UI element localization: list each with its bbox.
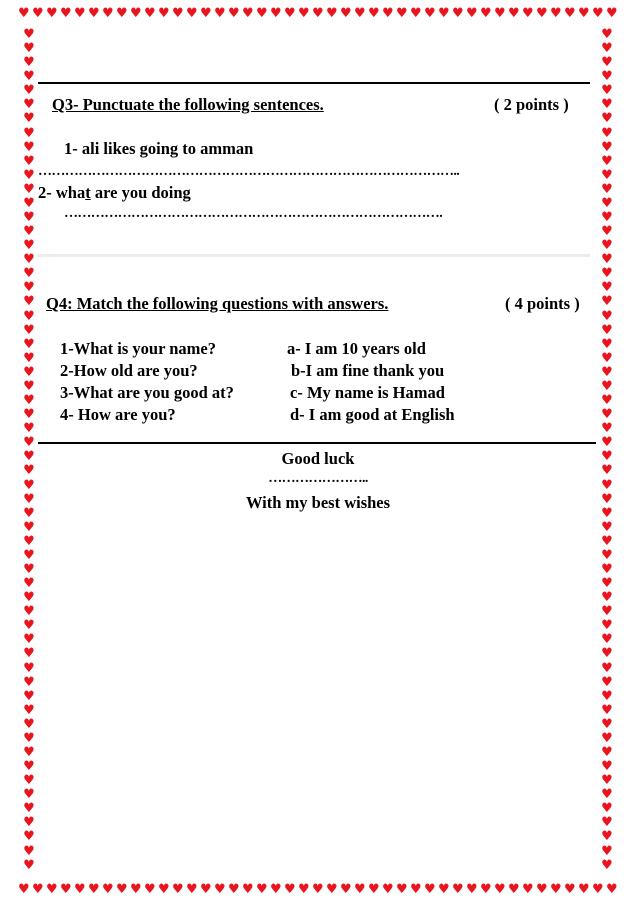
heart-icon: ♥ [23, 519, 35, 535]
heart-icon: ♥ [23, 111, 35, 127]
closing-dots: ………………….. [268, 471, 368, 486]
heart-icon: ♥ [298, 881, 310, 897]
heart-icon: ♥ [601, 491, 613, 507]
heart-icon: ♥ [102, 5, 114, 21]
heart-icon: ♥ [23, 590, 35, 606]
heart-icon: ♥ [23, 857, 35, 873]
heart-icon: ♥ [23, 618, 35, 634]
heart-icon: ♥ [23, 576, 35, 592]
heart-icon: ♥ [32, 5, 44, 21]
heart-icon: ♥ [550, 5, 562, 21]
heart-icon: ♥ [23, 702, 35, 718]
heart-icon: ♥ [23, 604, 35, 620]
heart-icon: ♥ [23, 41, 35, 57]
heart-icon: ♥ [508, 5, 520, 21]
heart-icon: ♥ [326, 881, 338, 897]
heart-icon: ♥ [23, 97, 35, 113]
heart-icon: ♥ [23, 195, 35, 211]
q3-answer-line-1: ………………………………………………………………………………….. [38, 164, 460, 179]
heart-icon: ♥ [601, 576, 613, 592]
q4-points: ( 4 points ) [505, 294, 580, 313]
q4-answer-c: c- My name is Hamad [290, 383, 445, 402]
heart-icon: ♥ [601, 139, 613, 155]
heart-icon: ♥ [23, 378, 35, 394]
heart-icon: ♥ [601, 97, 613, 113]
top-divider [38, 82, 590, 84]
heart-icon: ♥ [23, 69, 35, 85]
heart-icon: ♥ [340, 5, 352, 21]
heart-icon: ♥ [601, 252, 613, 268]
heart-icon: ♥ [23, 829, 35, 845]
heart-icon: ♥ [601, 181, 613, 197]
heart-icon: ♥ [23, 393, 35, 409]
q3-item-2-end: are you doing [90, 183, 191, 202]
heart-icon: ♥ [601, 69, 613, 85]
heart-icon: ♥ [452, 5, 464, 21]
heart-icon: ♥ [601, 618, 613, 634]
heart-icon: ♥ [186, 5, 198, 21]
heart-border-bottom [0, 878, 636, 900]
heart-icon: ♥ [601, 224, 613, 240]
heart-icon: ♥ [592, 5, 604, 21]
heart-icon: ♥ [601, 688, 613, 704]
heart-icon: ♥ [601, 604, 613, 620]
heart-icon: ♥ [601, 407, 613, 423]
heart-icon: ♥ [578, 5, 590, 21]
heart-icon: ♥ [23, 744, 35, 760]
heart-icon: ♥ [601, 421, 613, 437]
heart-icon: ♥ [601, 744, 613, 760]
heart-icon: ♥ [564, 5, 576, 21]
heart-icon: ♥ [60, 5, 72, 21]
heart-icon: ♥ [606, 5, 618, 21]
heart-icon: ♥ [536, 881, 548, 897]
heart-icon: ♥ [74, 881, 86, 897]
heart-icon: ♥ [410, 881, 422, 897]
heart-icon: ♥ [23, 815, 35, 831]
heart-icon: ♥ [172, 5, 184, 21]
heart-icon: ♥ [382, 881, 394, 897]
heart-icon: ♥ [172, 881, 184, 897]
heart-icon: ♥ [601, 238, 613, 254]
section-separator [38, 254, 590, 257]
heart-icon: ♥ [23, 238, 35, 254]
heart-icon: ♥ [326, 5, 338, 21]
heart-icon: ♥ [18, 5, 30, 21]
heart-icon: ♥ [601, 195, 613, 211]
heart-icon: ♥ [158, 5, 170, 21]
heart-icon: ♥ [601, 435, 613, 451]
heart-icon: ♥ [242, 5, 254, 21]
heart-icon: ♥ [601, 857, 613, 873]
heart-icon: ♥ [23, 730, 35, 746]
heart-icon: ♥ [601, 730, 613, 746]
heart-icon: ♥ [601, 153, 613, 169]
heart-icon: ♥ [494, 5, 506, 21]
q4-title: Q4: Match the following questions with answers. [46, 294, 389, 313]
heart-icon: ♥ [23, 660, 35, 676]
bottom-divider [38, 442, 596, 444]
heart-icon: ♥ [298, 5, 310, 21]
heart-icon: ♥ [424, 5, 436, 21]
heart-icon: ♥ [601, 167, 613, 183]
heart-icon: ♥ [88, 5, 100, 21]
heart-icon: ♥ [23, 716, 35, 732]
heart-icon: ♥ [23, 843, 35, 859]
heart-icon: ♥ [601, 787, 613, 803]
heart-icon: ♥ [214, 5, 226, 21]
heart-icon: ♥ [536, 5, 548, 21]
heart-icon: ♥ [23, 224, 35, 240]
heart-icon: ♥ [601, 561, 613, 577]
heart-icon: ♥ [23, 463, 35, 479]
heart-icon: ♥ [601, 773, 613, 789]
heart-icon: ♥ [508, 881, 520, 897]
heart-icon: ♥ [23, 266, 35, 282]
heart-icon: ♥ [23, 83, 35, 99]
q3-item-2-start: 2- wha [38, 183, 86, 202]
heart-icon: ♥ [116, 5, 128, 21]
heart-icon: ♥ [601, 801, 613, 817]
heart-icon: ♥ [312, 5, 324, 21]
heart-icon: ♥ [23, 407, 35, 423]
heart-icon: ♥ [601, 519, 613, 535]
heart-icon: ♥ [23, 294, 35, 310]
heart-icon: ♥ [270, 881, 282, 897]
heart-icon: ♥ [23, 153, 35, 169]
heart-icon: ♥ [102, 881, 114, 897]
heart-icon: ♥ [74, 5, 86, 21]
heart-icon: ♥ [200, 881, 212, 897]
heart-icon: ♥ [592, 881, 604, 897]
q3-item-2 [38, 183, 191, 203]
heart-icon: ♥ [23, 759, 35, 775]
heart-icon: ♥ [23, 350, 35, 366]
heart-icon: ♥ [23, 632, 35, 648]
heart-icon: ♥ [46, 881, 58, 897]
heart-icon: ♥ [23, 181, 35, 197]
heart-icon: ♥ [601, 364, 613, 380]
q4-question-2: 2-How old are you? [60, 361, 198, 380]
heart-icon: ♥ [601, 111, 613, 127]
heart-icon: ♥ [23, 421, 35, 437]
heart-icon: ♥ [256, 881, 268, 897]
q3-item-2-underlined: t [85, 183, 91, 202]
heart-icon: ♥ [368, 5, 380, 21]
heart-icon: ♥ [354, 5, 366, 21]
heart-icon: ♥ [23, 280, 35, 296]
heart-icon: ♥ [23, 505, 35, 521]
heart-icon: ♥ [601, 702, 613, 718]
heart-icon: ♥ [601, 41, 613, 57]
heart-icon: ♥ [23, 533, 35, 549]
good-luck-text: Good luck [281, 449, 355, 468]
q3-title: Q3- Punctuate the following sentences. [52, 95, 324, 114]
heart-icon: ♥ [23, 449, 35, 465]
heart-icon: ♥ [396, 881, 408, 897]
heart-icon: ♥ [23, 801, 35, 817]
heart-icon: ♥ [601, 210, 613, 226]
q4-answer-d: d- I am good at English [290, 405, 455, 424]
heart-icon: ♥ [438, 881, 450, 897]
q3-answer-line-2: …………………………………………………………………………. [64, 206, 443, 221]
heart-icon: ♥ [256, 5, 268, 21]
heart-icon: ♥ [601, 280, 613, 296]
heart-icon: ♥ [23, 322, 35, 338]
heart-icon: ♥ [601, 463, 613, 479]
heart-icon: ♥ [601, 533, 613, 549]
heart-icon: ♥ [564, 881, 576, 897]
heart-icon: ♥ [601, 829, 613, 845]
heart-icon: ♥ [214, 881, 226, 897]
heart-icon: ♥ [601, 505, 613, 521]
q4-question-4: 4- How are you? [60, 405, 176, 424]
heart-icon: ♥ [32, 881, 44, 897]
heart-icon: ♥ [424, 881, 436, 897]
heart-icon: ♥ [23, 125, 35, 141]
heart-icon: ♥ [522, 5, 534, 21]
heart-icon: ♥ [578, 881, 590, 897]
heart-icon: ♥ [601, 759, 613, 775]
heart-icon: ♥ [601, 660, 613, 676]
heart-icon: ♥ [23, 491, 35, 507]
q3-points: ( 2 points ) [494, 95, 569, 114]
heart-icon: ♥ [382, 5, 394, 21]
heart-icon: ♥ [116, 881, 128, 897]
heart-icon: ♥ [23, 252, 35, 268]
q4-answer-a: a- I am 10 years old [287, 339, 426, 358]
heart-icon: ♥ [23, 773, 35, 789]
heart-icon: ♥ [284, 881, 296, 897]
heart-icon: ♥ [601, 716, 613, 732]
q3-item-1: 1- ali likes going to amman [64, 139, 254, 158]
heart-icon: ♥ [396, 5, 408, 21]
heart-icon: ♥ [438, 5, 450, 21]
heart-icon: ♥ [46, 5, 58, 21]
heart-icon: ♥ [452, 881, 464, 897]
heart-icon: ♥ [601, 308, 613, 324]
heart-icon: ♥ [550, 881, 562, 897]
heart-icon: ♥ [186, 881, 198, 897]
heart-icon: ♥ [606, 881, 618, 897]
heart-icon: ♥ [601, 590, 613, 606]
heart-border-top [0, 2, 636, 24]
heart-icon: ♥ [23, 27, 35, 42]
heart-icon: ♥ [601, 322, 613, 338]
heart-icon: ♥ [23, 646, 35, 662]
heart-icon: ♥ [200, 5, 212, 21]
heart-icon: ♥ [23, 674, 35, 690]
heart-icon: ♥ [60, 881, 72, 897]
heart-icon: ♥ [23, 561, 35, 577]
heart-icon: ♥ [522, 881, 534, 897]
heart-icon: ♥ [23, 55, 35, 71]
heart-icon: ♥ [601, 336, 613, 352]
heart-icon: ♥ [23, 210, 35, 226]
q4-question-3: 3-What are you good at? [60, 383, 234, 402]
heart-icon: ♥ [228, 5, 240, 21]
heart-icon: ♥ [601, 27, 613, 42]
heart-icon: ♥ [23, 364, 35, 380]
heart-icon: ♥ [601, 393, 613, 409]
heart-icon: ♥ [480, 881, 492, 897]
heart-icon: ♥ [601, 83, 613, 99]
heart-icon: ♥ [23, 688, 35, 704]
heart-icon: ♥ [158, 881, 170, 897]
heart-icon: ♥ [601, 125, 613, 141]
heart-icon: ♥ [601, 646, 613, 662]
heart-icon: ♥ [601, 674, 613, 690]
heart-icon: ♥ [601, 815, 613, 831]
heart-icon: ♥ [23, 167, 35, 183]
heart-icon: ♥ [601, 449, 613, 465]
heart-icon: ♥ [601, 477, 613, 493]
heart-icon: ♥ [410, 5, 422, 21]
heart-icon: ♥ [88, 881, 100, 897]
heart-icon: ♥ [130, 5, 142, 21]
heart-icon: ♥ [601, 294, 613, 310]
q4-question-1: 1-What is your name? [60, 339, 216, 358]
heart-icon: ♥ [601, 843, 613, 859]
q4-answer-b: b-I am fine thank you [291, 361, 445, 380]
heart-icon: ♥ [601, 378, 613, 394]
heart-icon: ♥ [466, 5, 478, 21]
heart-icon: ♥ [354, 881, 366, 897]
heart-icon: ♥ [242, 881, 254, 897]
heart-icon: ♥ [23, 336, 35, 352]
best-wishes-text: With my best wishes [245, 493, 391, 512]
heart-icon: ♥ [130, 881, 142, 897]
heart-icon: ♥ [23, 477, 35, 493]
heart-icon: ♥ [466, 881, 478, 897]
heart-icon: ♥ [284, 5, 296, 21]
heart-icon: ♥ [494, 881, 506, 897]
heart-icon: ♥ [312, 881, 324, 897]
heart-icon: ♥ [340, 881, 352, 897]
heart-icon: ♥ [23, 435, 35, 451]
heart-icon: ♥ [601, 266, 613, 282]
heart-icon: ♥ [368, 881, 380, 897]
heart-icon: ♥ [23, 139, 35, 155]
heart-icon: ♥ [23, 308, 35, 324]
heart-icon: ♥ [18, 881, 30, 897]
heart-icon: ♥ [23, 787, 35, 803]
heart-icon: ♥ [601, 547, 613, 563]
heart-icon: ♥ [23, 547, 35, 563]
heart-icon: ♥ [480, 5, 492, 21]
heart-icon: ♥ [270, 5, 282, 21]
heart-icon: ♥ [601, 55, 613, 71]
heart-icon: ♥ [228, 881, 240, 897]
heart-icon: ♥ [144, 881, 156, 897]
heart-icon: ♥ [601, 350, 613, 366]
heart-icon: ♥ [144, 5, 156, 21]
heart-icon: ♥ [601, 632, 613, 648]
